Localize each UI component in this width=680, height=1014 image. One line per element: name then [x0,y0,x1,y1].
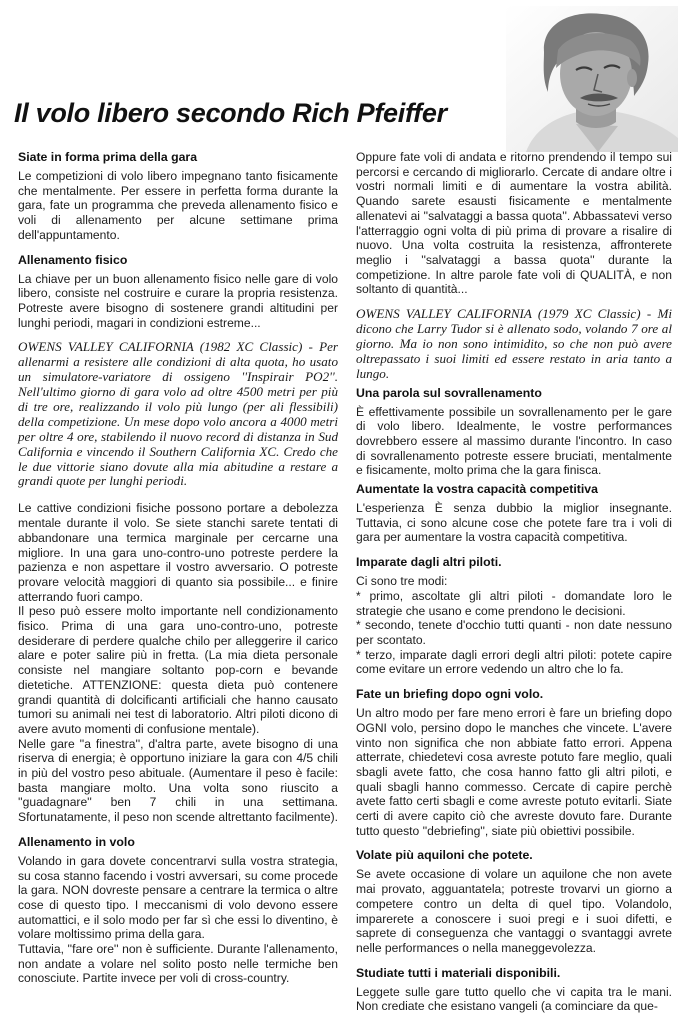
list-item: Ci sono tre modi: [356,574,448,589]
paragraph: Tuttavia, ''fare ore'' non è sufficiente. Durante l'allenamento, non andate a volare nel solito posto nelle termiche ben conosciute. Partite invece per voli di cross-country. [18,942,338,986]
list-item: * terzo, imparate dagli errori degli altri piloti: potete capire come evitare un errore vedendo un altro che lo fa. [356,647,672,677]
list-item: * secondo, tenete d'occhio tutti quanti - non date nessuno per scontato. [356,618,672,647]
paragraph: Se avete occasione di volare un aquilone che non avete mai provato, agguantatela; potreste trovarvi un giorno a competere contro un delta di quel tipo. Volandolo, imparerete a conoscere i suoi pregi e i suoi difetti, e saprete di conseguenza che vantaggi o svantaggi avrete nelle performances o nella maneggevolezza. [356,867,672,955]
paragraph: La chiave per un buon allenamento fisico nelle gare di volo libero, consiste nel costruire e curare la propria resistenza. Potreste avere bisogno di sostenere grandi altitudini per lunghi periodi, magari in condizioni estreme... [18,271,338,330]
author-portrait-photo [506,6,678,152]
paragraph: Volando in gara dovete concentrarvi sulla vostra strategia, su cosa stanno facendo i vostri avversari, su come procede la gara. NON dovreste pensare a centrare la termica o altre cose di questo tipo. I meccanismi di volo devono essere automattici, e il solo modo per far sì che essi lo diventino, è volare moltissimo prima della gara. [18,853,338,942]
section-heading: Una parola sul sovrallenamento [356,385,542,400]
right-column [356,150,672,1014]
paragraph: È effettivamente possibile un sovrallenamento per le gare di volo libero. Idealmente, le vostre performances dovrebbero essere al massimo durante l'incontro. In caso di sovrallenamento potreste essere bruciati, mentalmente e fisicamente, molto prima che la gara finisca. [356,404,672,478]
paragraph: Il peso può essere molto importante nell condizionamento fisico. Prima di una gara uno-contro-uno, potreste desiderare di perdere qualche chilo per alleggerire il carico alare e poter salire più in fretta. (La mia dieta personale consiste nel mangiare soltanto pop-corn e bevande dietetiche. ATTENZIONE: questa dieta può contenere grandi quantità di dolcificanti artificiali che hanno causato tumori su animali nei test di laboratorio. Altri piloti dicono di avere avuto momenti di confusione mentale). [18,604,338,736]
article-title: Il volo libero secondo Rich Pfeiffer [14,98,447,128]
section-heading: Aumentate la vostra capacità competitiva [356,482,598,497]
section-heading: Allenamento fisico [18,252,128,267]
pull-quote: OWENS VALLEY CALIFORNIA (1979 XC Classic) - Mi dicono che Larry Tudor si è allenato sodo, volando 7 ore al giorno. Ma io non sono intimidito, so che non può avere oltrepassato i suoi limiti ed essere restato in aria tanto a lungo. [356,306,672,381]
list-item: * primo, ascoltate gli altri piloti - domandate loro le strategie che usano e come prendono le decisioni. [356,588,672,618]
section-heading: Allenamento in volo [18,834,135,849]
paragraph: Le cattive condizioni fisiche possono portare a debolezza mentale durante il volo. Se siete stanchi sarete tentati di abbandonare una termica marginale per cercarne una migliore. In una gara uno-contro-uno potreste perdere la pazienza e non aspettare il vostro avversario. O potreste provare velocità maggiori di quanto sia possibile... e finire atterrando fuori campo. [18,501,338,604]
section-heading: Studiate tutti i materiali disponibili. [356,965,561,980]
pull-quote: OWENS VALLEY CALIFORNIA (1982 XC Classic) - Per allenarmi a resistere alle condizioni di alta quota, ho usato un simulatore-variatore di ossigeno ''Inspirair PO2''. Nell'ultimo giorno di gara volo ad oltre 4500 metri per più di tre ore, realizzando il volo più lungo (per ali flessibili) della competizione. Un mese dopo volo ancora a 4000 metri per oltre 4 ore, stabilendo il nuovo record di distanza in Sud California e vincendo il Southern California XC. Credo che le due vittorie siano dovute alla mia abitudine a restare a grandi quote per lunghi periodi. [18,339,338,489]
left-column [18,150,338,997]
section-heading: Imparate dagli altri piloti. [356,555,502,570]
paragraph: Un altro modo per fare meno errori è fare un briefing dopo OGNI volo, persino dopo le manches che vincete. L'avere vinto non significa che non abbiate fatto errori. Appena atterrate, chiedetevi cosa avreste potuto fare meglio, quali sbagli avete fatto, che cosa hanno fatto gli altri piloti, e quali sbagli hanno commesso. Cercate di capire perchè avete fatto certi sbagli e come avreste potuto evitarli. Siate certi di avere capito ciò che avreste dovuto fare. Durante tutto questo ''debriefing'', siate più obiettivi possibile. [356,706,672,838]
section-heading: Fate un briefing dopo ogni volo. [356,687,544,702]
paragraph: Oppure fate voli di andata e ritorno prendendo il tempo sui percorsi e cercando di migliorarlo. Cercate di andare oltre i vostri normali limiti e di aumentare la vostra abilità. Quando sarete esausti fisicamente e mentalmente allenatevi ai ''salvataggi a bassa quota''. Abbassatevi verso l'atterraggio ogni volta di più prima di provare a risalire di nuovo. Una volta costruita la resistenza, affronterete meglio i ''salvataggi a bassa quota'' durante la competizione. In altre parole fate voli di QUALITÀ, e non soltanto di quantità... [356,150,672,297]
paragraph: Nelle gare ''a finestra'', d'altra parte, avete bisogno di una riserva di energia; è opportuno iniziare la gara con 4/5 chili in più del vostro peso abituale. (Aumentare il peso è facile: basta mangiare molto. Una volta sono riuscito a ''guadagnare'' ben 7 chili in una settimana. Sfortunatamente, il peso non scende altrettanto facilmente). [18,736,339,825]
paragraph: Leggete sulle gare tutto quello che vi capita tra le mani. Non crediate che esistano vangeli (a cominciare da que- [356,984,672,1014]
paragraph: Le competizioni di volo libero impegnano tanto fisicamente che mentalmente. Per essere in perfetta forma durante la gara, fate un programma che preveda allenamento fisico e voli di allenamento per alcune settimane prima dell'appuntamento. [18,169,338,242]
section-heading: Siate in forma prima della gara [18,150,198,164]
paragraph: L'esperienza È senza dubbio la miglior insegnante. Tuttavia, ci sono alcune cose che potete fare tra i voli di gara per aumentare la vostra capacità competitiva. [356,501,672,545]
section-heading: Volate più aquiloni che potete. [356,848,533,863]
